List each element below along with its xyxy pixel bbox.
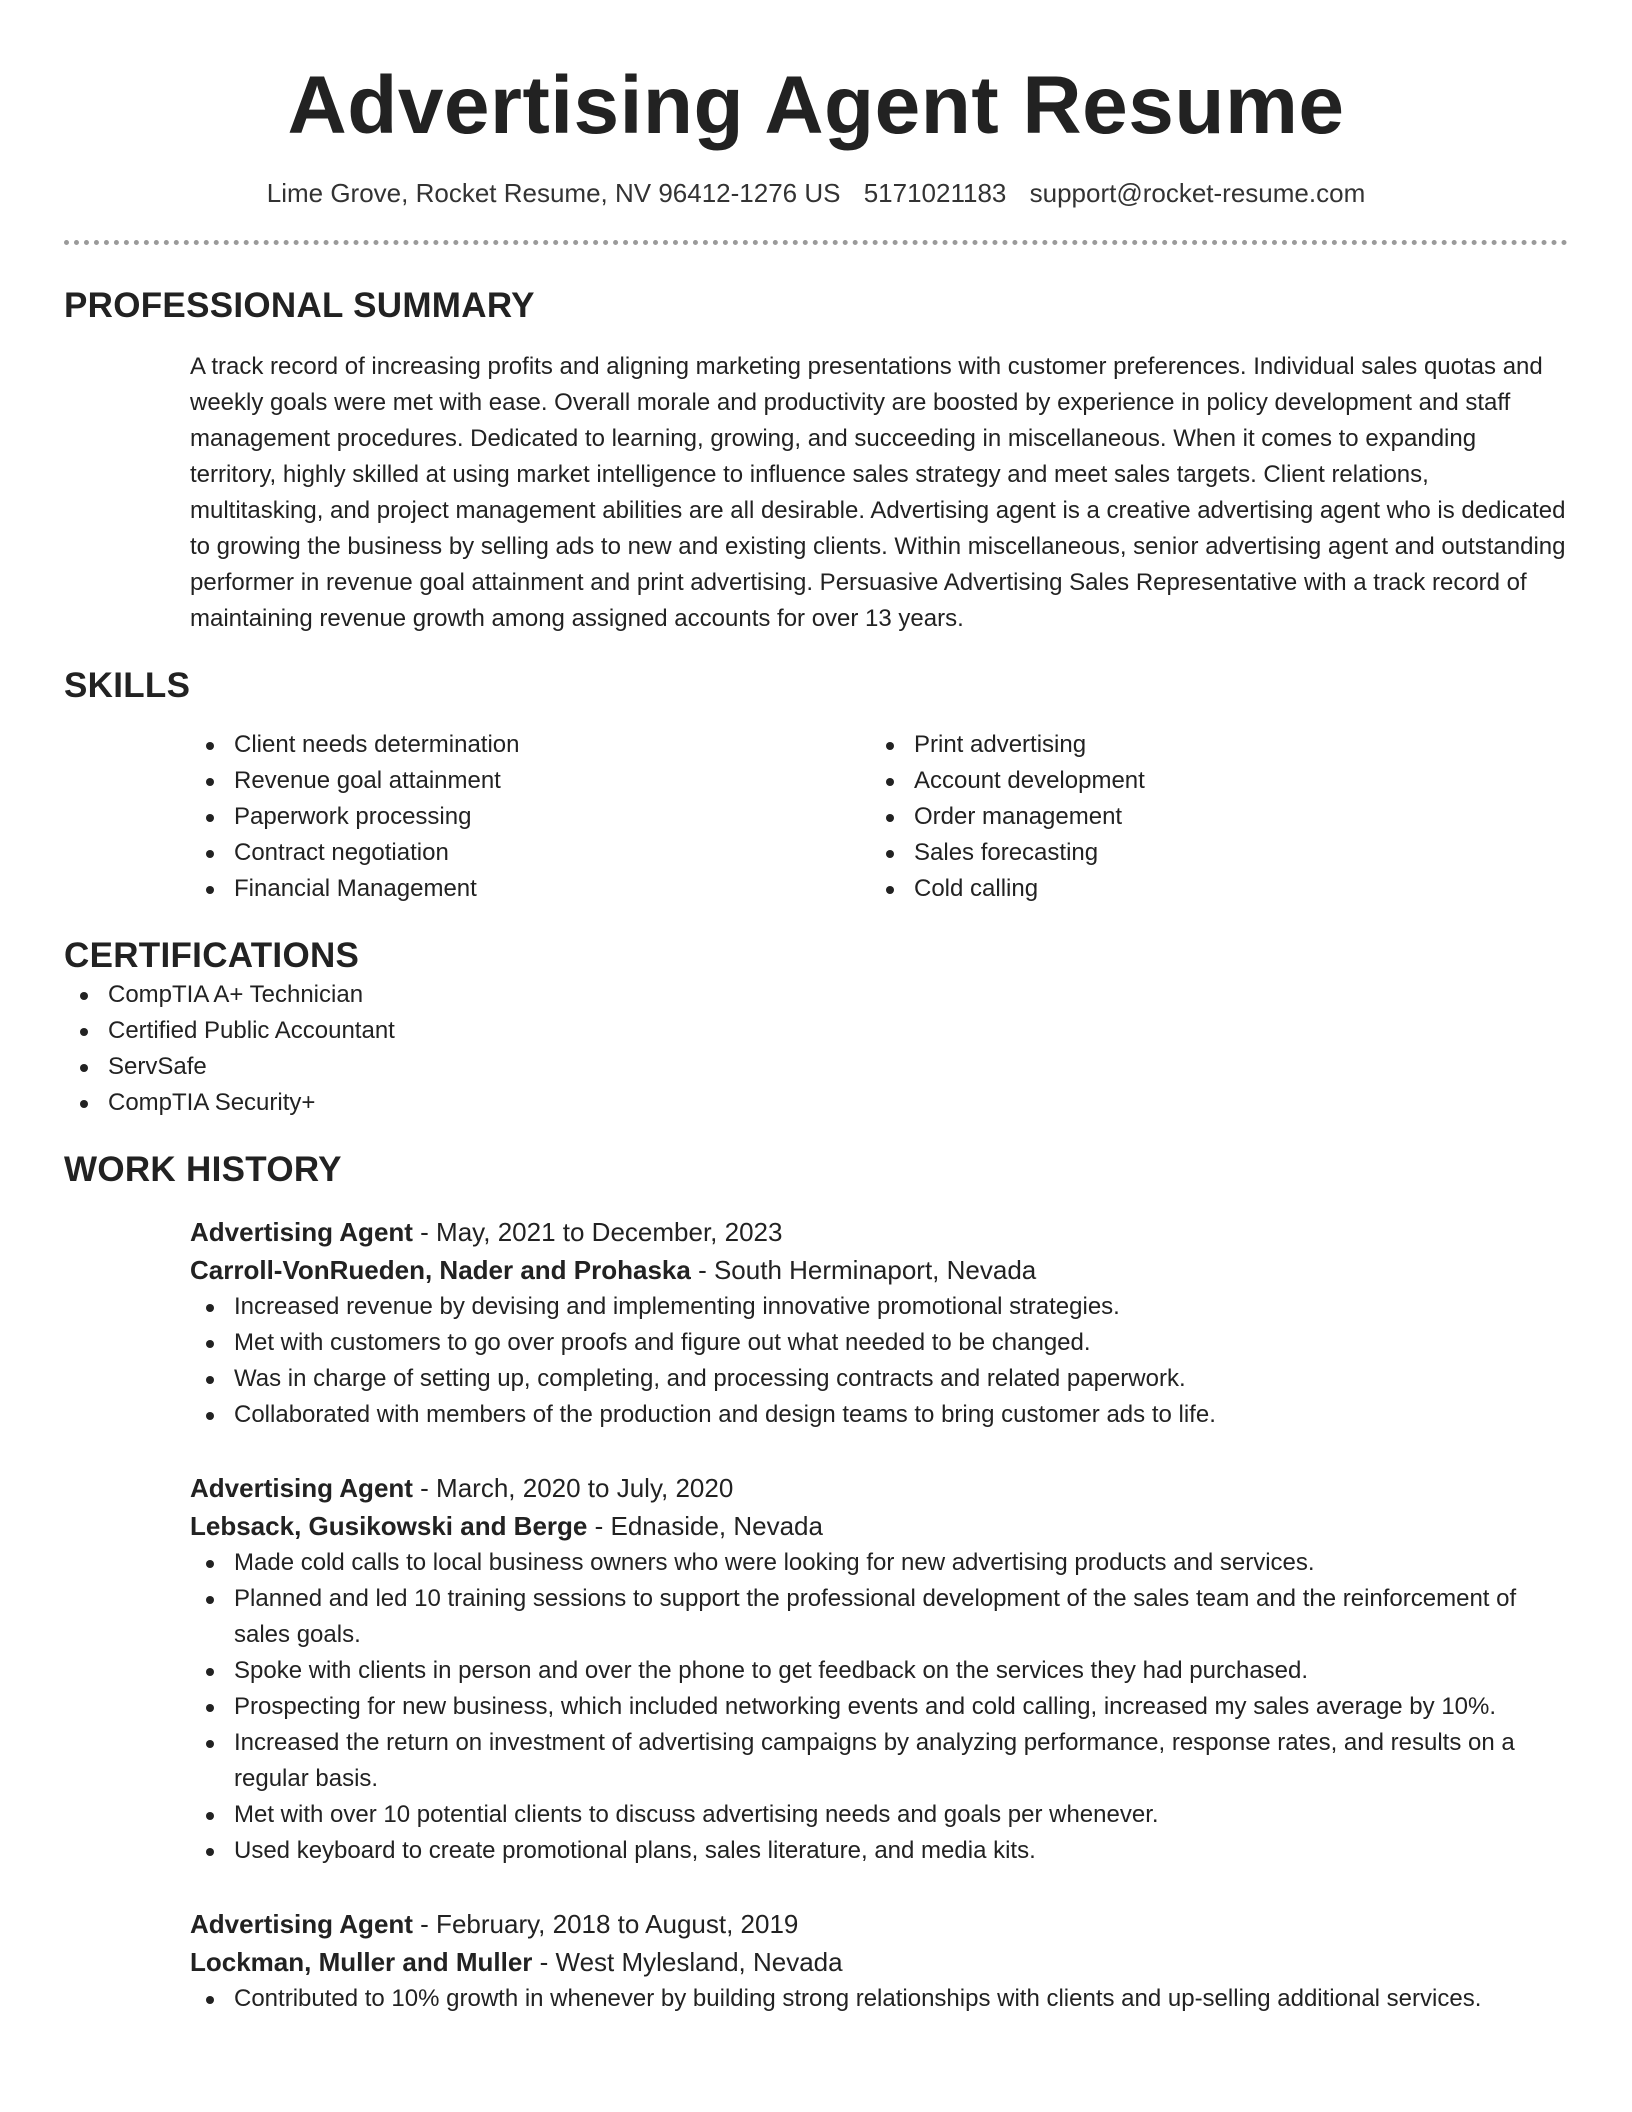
work-history-heading: WORK HISTORY (64, 1150, 342, 1189)
skill-item: Client needs determination (190, 727, 870, 763)
job-duty-item: Increased revenue by devising and implementing innovative promotional strategies. (190, 1289, 1568, 1325)
skill-item: Order management (870, 799, 1550, 835)
certifications-list (64, 977, 1568, 1121)
skills-list-right (870, 727, 1550, 907)
job-dates: - March, 2020 to July, 2020 (412, 1473, 734, 1503)
job-location: - Ednaside, Nevada (587, 1511, 823, 1541)
skill-item: Account development (870, 763, 1550, 799)
certification-item: CompTIA A+ Technician (64, 977, 1568, 1013)
job-location: - South Herminaport, Nevada (690, 1255, 1037, 1285)
job-company: Lebsack, Gusikowski and Berge (190, 1511, 588, 1541)
skills-list-left (190, 727, 870, 907)
header-divider (64, 240, 1568, 245)
job-entry (190, 1905, 1568, 2017)
skill-item: Contract negotiation (190, 835, 870, 871)
job-company-line (190, 1507, 1568, 1545)
job-company: Carroll-VonRueden, Nader and Prohaska (190, 1255, 691, 1285)
job-title: Advertising Agent (190, 1909, 413, 1939)
job-duties-list (190, 1981, 1568, 2017)
job-duty-item: Met with customers to go over proofs and figure out what needed to be changed. (190, 1325, 1568, 1361)
job-company-line (190, 1943, 1568, 1981)
job-duty-item: Contributed to 10% growth in whenever by building strong relationships with clients and up-selling additional services. (190, 1981, 1568, 2017)
certification-item: Certified Public Accountant (64, 1013, 1568, 1049)
job-title: Advertising Agent (190, 1473, 413, 1503)
certifications-heading: CERTIFICATIONS (64, 936, 360, 975)
certification-item: ServSafe (64, 1049, 1568, 1085)
contact-phone: 5171021183 (863, 178, 1007, 208)
job-duties-list (190, 1545, 1568, 1869)
contact-address: Lime Grove, Rocket Resume, NV 96412-1276 US (266, 178, 841, 208)
job-duty-item: Made cold calls to local business owners who were looking for new advertising products and services. (190, 1545, 1568, 1581)
skill-item: Sales forecasting (870, 835, 1550, 871)
skill-item: Print advertising (870, 727, 1550, 763)
contact-line (64, 176, 1568, 210)
job-dates: - May, 2021 to December, 2023 (412, 1217, 783, 1247)
certification-item: CompTIA Security+ (64, 1085, 1568, 1121)
skill-item: Paperwork processing (190, 799, 870, 835)
skills-section (64, 665, 1568, 907)
job-company: Lockman, Muller and Muller (190, 1947, 533, 1977)
skills-heading: SKILLS (64, 666, 191, 705)
job-duty-item: Increased the return on investment of advertising campaigns by analyzing performance, response rates, and results on a regular basis. (190, 1725, 1568, 1797)
summary-text: A track record of increasing profits and aligning marketing presentations with customer preferences. Individual sales quotas and weekly goals were met with ease. Overall morale and productivity are boosted by experience in policy development and staff management procedures. Dedicated to learning, growing, and succeeding in miscellaneous. When it comes to expanding territory, highly skilled at using market intelligence to influence sales strategy and meet sales targets. Client relations, multitasking, and project management abilities are all desirable. Advertising agent is a creative advertising agent who is dedicated to growing the business by selling ads to new and existing clients. Within miscellaneous, senior advertising agent and outstanding performer in revenue goal attainment and print advertising. Persuasive Advertising Sales Representative with a track record of maintaining revenue growth among assigned accounts for over 13 years. (190, 353, 1566, 632)
job-duty-item: Collaborated with members of the production and design teams to bring customer ads to life. (190, 1397, 1568, 1433)
job-dates: - February, 2018 to August, 2019 (412, 1909, 799, 1939)
job-duty-item: Prospecting for new business, which included networking events and cold calling, increased my sales average by 10%. (190, 1689, 1568, 1725)
summary-heading: PROFESSIONAL SUMMARY (64, 286, 535, 325)
job-title-line (190, 1905, 1568, 1943)
resume-title: Advertising Agent Resume (287, 60, 1345, 151)
skill-item: Financial Management (190, 871, 870, 907)
job-duty-item: Spoke with clients in person and over the phone to get feedback on the services they had purchased. (190, 1653, 1568, 1689)
job-title: Advertising Agent (190, 1217, 413, 1247)
skill-item: Cold calling (870, 871, 1550, 907)
certifications-section (64, 935, 1568, 1121)
job-location: - West Mylesland, Nevada (532, 1947, 843, 1977)
resume-header (64, 0, 1568, 245)
skills-grid (190, 727, 1568, 907)
job-duty-item: Planned and led 10 training sessions to support the professional development of the sales team and the reinforcement of sales goals. (190, 1581, 1568, 1653)
summary-section (64, 285, 1568, 637)
skill-item: Revenue goal attainment (190, 763, 870, 799)
work-history-section (64, 1149, 1568, 2017)
job-duty-item: Used keyboard to create promotional plans, sales literature, and media kits. (190, 1833, 1568, 1869)
job-duty-item: Met with over 10 potential clients to discuss advertising needs and goals per whenever. (190, 1797, 1568, 1833)
job-title-line (190, 1469, 1568, 1507)
job-duty-item: Was in charge of setting up, completing, and processing contracts and related paperwork. (190, 1361, 1568, 1397)
job-company-line (190, 1251, 1568, 1289)
job-entry (190, 1469, 1568, 1869)
job-title-line (190, 1213, 1568, 1251)
contact-email: support@rocket-resume.com (1029, 178, 1366, 208)
resume-page (64, 0, 1568, 2017)
job-entry (190, 1213, 1568, 1433)
job-duties-list (190, 1289, 1568, 1433)
